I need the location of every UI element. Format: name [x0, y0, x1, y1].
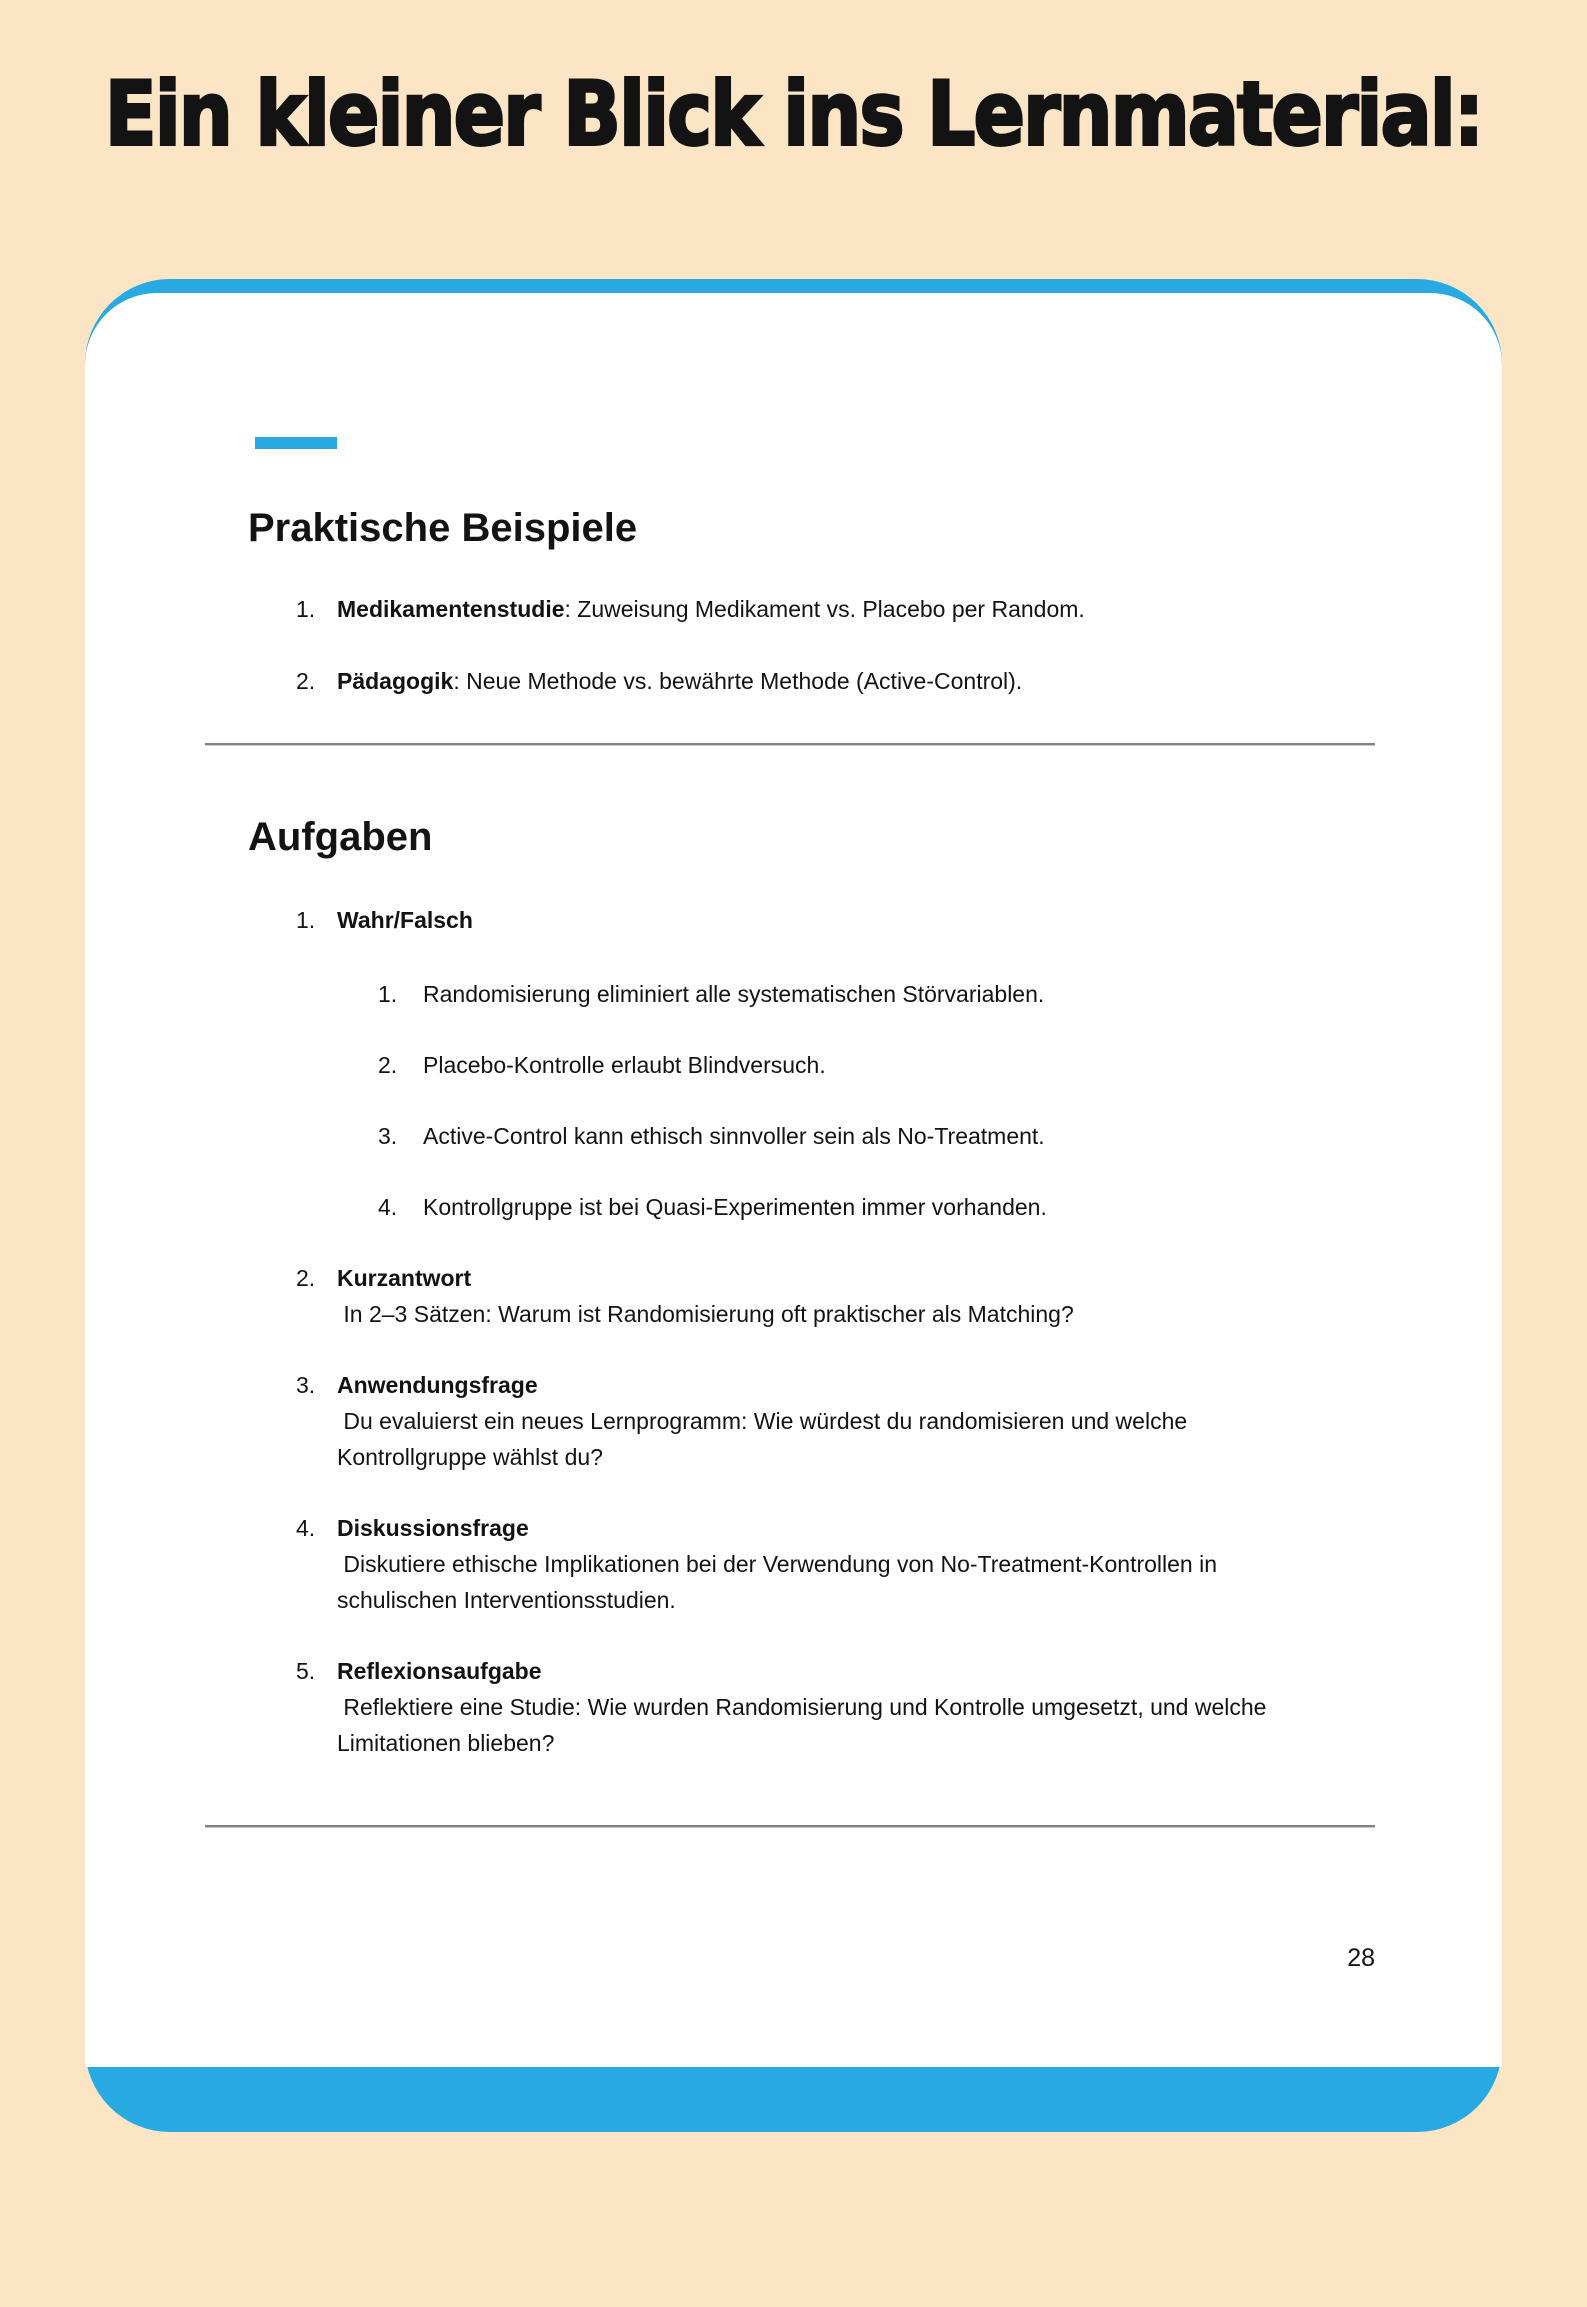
- item-number: 2.: [296, 668, 316, 694]
- list-item: [205, 591, 1375, 627]
- document-page: [85, 293, 1502, 2067]
- task-head: [205, 1510, 1375, 1546]
- item-number: 1.: [378, 981, 398, 1007]
- item-number: 2.: [296, 1265, 316, 1291]
- task-item: [205, 902, 1375, 1225]
- sub-item-text: Kontrollgruppe ist bei Quasi-Experimenten immer vorhanden.: [423, 1194, 1047, 1220]
- item-number: 2.: [378, 1052, 398, 1078]
- section-heading-examples: Praktische Beispiele: [248, 506, 638, 550]
- task-head: [205, 902, 1375, 938]
- sub-item: [205, 1047, 1375, 1083]
- task-item: [205, 1260, 1375, 1332]
- tasks-list: [205, 902, 1375, 1761]
- list-item: [205, 663, 1375, 699]
- task-head: [205, 1367, 1375, 1403]
- sub-item: [205, 1189, 1375, 1225]
- item-number: 1.: [296, 907, 316, 933]
- task-description: Diskutiere ethische Implikationen bei der Verwendung von No-Treatment-Kontrollen in schulischen Interventionsstudien.: [337, 1551, 1224, 1613]
- item-number: 5.: [296, 1658, 316, 1684]
- page-title: Ein kleiner Blick ins Lernmaterial:: [104, 62, 1483, 166]
- section-divider: [205, 743, 1375, 746]
- item-number: 1.: [296, 596, 316, 622]
- task-description: In 2–3 Sätzen: Warum ist Randomisierung oft praktischer als Matching?: [337, 1301, 1074, 1327]
- task-description: Du evaluierst ein neues Lernprogramm: Wie würdest du randomisieren und welche Kontrollgruppe wählst du?: [337, 1408, 1194, 1470]
- item-number: 4.: [296, 1515, 316, 1541]
- section-heading-tasks: Aufgaben: [248, 815, 433, 859]
- item-text: [337, 591, 1085, 627]
- sub-item: [205, 1118, 1375, 1154]
- item-number: 3.: [296, 1372, 316, 1398]
- item-term: Reflexionsaufgabe: [337, 1658, 542, 1684]
- sub-item-text: Randomisierung eliminiert alle systematischen Störvariablen.: [423, 981, 1045, 1007]
- item-body: : Zuweisung Medikament vs. Placebo per Random.: [564, 596, 1085, 622]
- item-term: Medikamentenstudie: [337, 596, 565, 622]
- sub-item: [205, 976, 1375, 1012]
- true-false-sublist: [205, 976, 1375, 1225]
- item-term: Kurzantwort: [337, 1265, 472, 1291]
- item-number: 3.: [378, 1123, 398, 1149]
- item-body: : Neue Methode vs. bewährte Methode (Active-Control).: [453, 668, 1023, 694]
- task-head: [205, 1653, 1375, 1689]
- item-number: 4.: [378, 1194, 398, 1220]
- item-term: Diskussionsfrage: [337, 1515, 529, 1541]
- task-head: [205, 1260, 1375, 1296]
- section-divider: [205, 1825, 1375, 1828]
- page-number: 28: [1347, 1944, 1375, 1972]
- task-description: Reflektiere eine Studie: Wie wurden Randomisierung und Kontrolle umgesetzt, und welche Limitationen blieben?: [337, 1694, 1273, 1756]
- item-term: Wahr/Falsch: [337, 907, 473, 933]
- item-term: Anwendungsfrage: [337, 1372, 538, 1398]
- accent-bar: [255, 437, 337, 449]
- task-item: [205, 1367, 1375, 1475]
- item-term: Pädagogik: [337, 668, 454, 694]
- item-text: [337, 663, 1022, 699]
- sub-item-text: Active-Control kann ethisch sinnvoller sein als No-Treatment.: [423, 1123, 1045, 1149]
- sub-item-text: Placebo-Kontrolle erlaubt Blindversuch.: [423, 1052, 826, 1078]
- task-item: [205, 1653, 1375, 1761]
- examples-list: [205, 591, 1375, 699]
- task-item: [205, 1510, 1375, 1618]
- content-card: [85, 279, 1502, 2132]
